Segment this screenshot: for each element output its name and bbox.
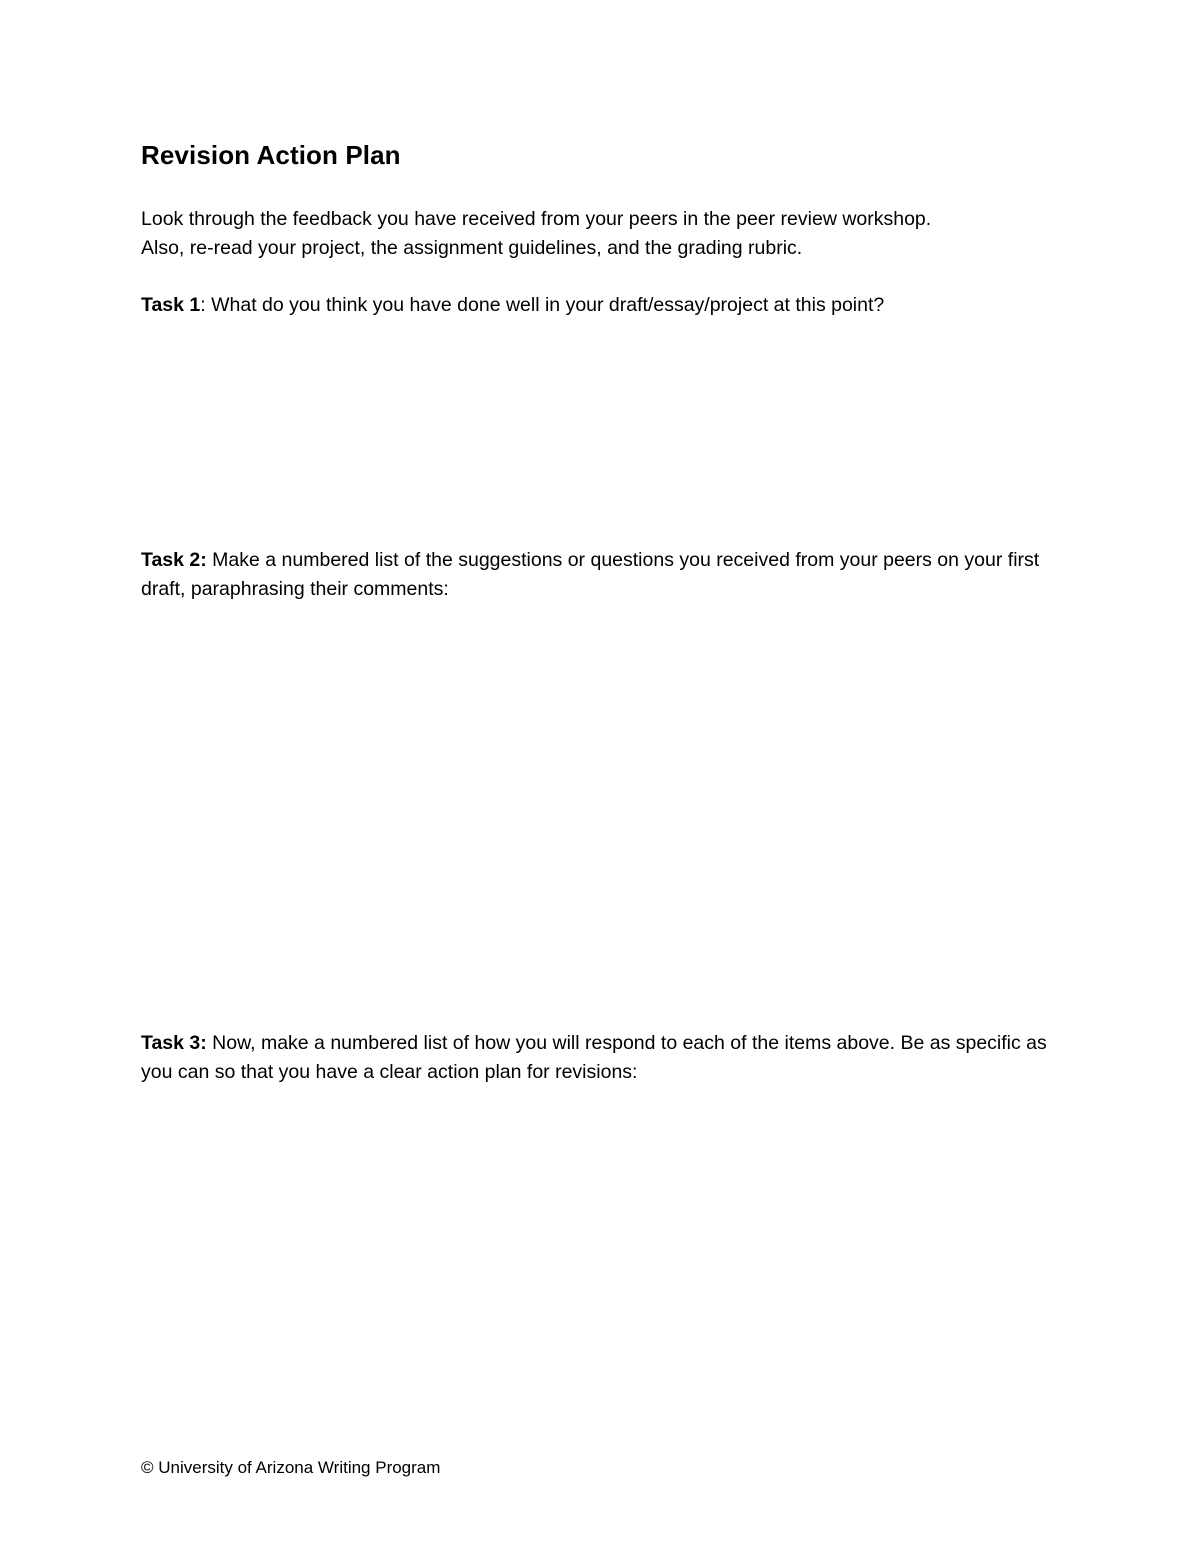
task-1-text: What do you think you have done well in your draft/essay/project at this point?: [205, 294, 885, 316]
task-1-prompt: [141, 291, 1071, 320]
intro-line-1: Look through the feedback you have received from your peers in the peer review workshop.: [141, 208, 932, 230]
task-2-text: Make a numbered list of the suggestions or questions you received from your peers on your first draft, paraphrasing their comments:: [141, 549, 1040, 600]
task-2-prompt: [141, 546, 1071, 604]
task-3-text: Now, make a numbered list of how you will respond to each of the items above. Be as specific as you can so that you have a clear action plan for revisions:: [141, 1032, 1047, 1083]
copyright-footer: © University of Arizona Writing Program: [141, 1458, 441, 1477]
task-1-label: Task 1: [141, 294, 201, 316]
intro-paragraph: [141, 205, 1071, 263]
document-title: Revision Action Plan: [141, 140, 401, 170]
task-1-label-suffix: :: [200, 294, 206, 316]
task-3-prompt: [141, 1029, 1071, 1087]
task-3-label: Task 3:: [141, 1032, 207, 1054]
intro-line-2: Also, re-read your project, the assignment guidelines, and the grading rubric.: [141, 237, 803, 259]
task-2-label: Task 2:: [141, 549, 207, 571]
